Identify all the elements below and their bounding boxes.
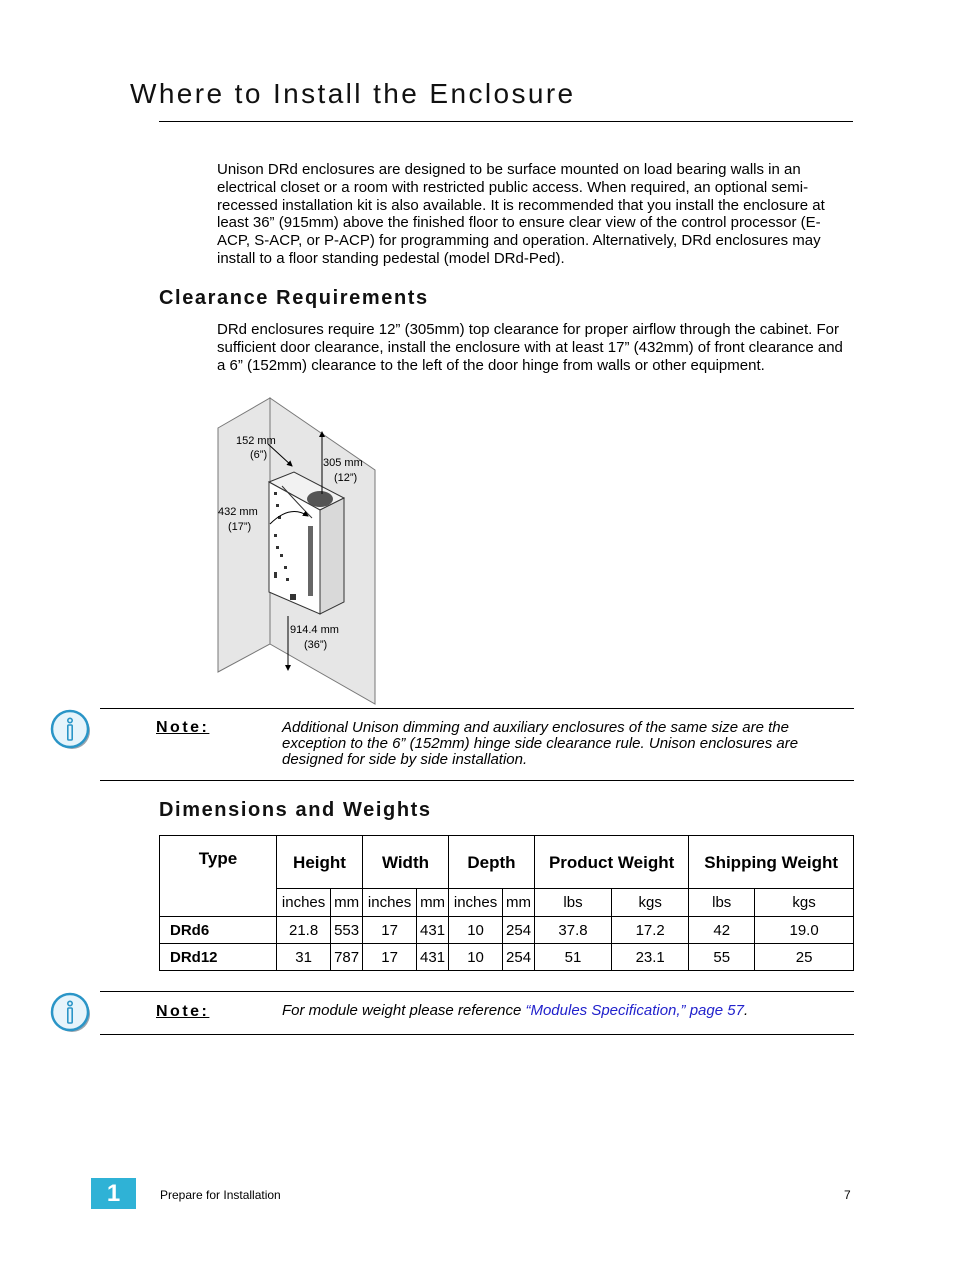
unit-cell: mm (417, 889, 449, 917)
unit-cell: inches (448, 889, 502, 917)
table-cell: 10 (448, 917, 502, 944)
note2-bottom-rule (100, 1034, 854, 1035)
clearance-heading: Clearance Requirements (159, 287, 429, 309)
label-side-in: (6”) (250, 449, 268, 461)
unit-cell: lbs (689, 889, 755, 917)
note1-label: Note: (156, 719, 210, 736)
modules-spec-link[interactable]: “Modules Specification,” page 57 (525, 1002, 744, 1019)
title-divider (159, 121, 853, 122)
note2-label: Note: (156, 1003, 210, 1020)
table-cell: 37.8 (534, 917, 611, 944)
table-cell: 254 (503, 917, 535, 944)
label-front-in: (17”) (228, 521, 252, 533)
unit-cell: mm (331, 889, 363, 917)
chapter-number-badge: 1 (91, 1178, 136, 1209)
dimensions-heading: Dimensions and Weights (159, 799, 432, 821)
unit-cell: inches (362, 889, 416, 917)
unit-cell: mm (503, 889, 535, 917)
page-title: Where to Install the Enclosure (130, 78, 576, 109)
table-cell: 17 (362, 917, 416, 944)
note2-text-after: . (743, 1002, 749, 1019)
table-cell: 254 (503, 944, 535, 971)
unit-cell: kgs (612, 889, 689, 917)
table-cell: 31 (277, 944, 331, 971)
enclosure-illustration (269, 472, 344, 614)
label-floor-mm: 914.4 mm (290, 624, 339, 636)
header-width: Width (362, 836, 448, 889)
unit-cell: kgs (755, 889, 854, 917)
header-product-weight: Product Weight (534, 836, 688, 889)
clearance-paragraph: DRd enclosures require 12” (305mm) top clearance for proper airflow through the cabinet. For sufficient door clearance, install the enclosure with at least 17” (432mm) of front clearance and a 6” (152mm) clearance to the left of the door hinge from walls or other equipment. (217, 321, 843, 374)
table-cell: 17.2 (612, 917, 689, 944)
table-cell: 19.0 (755, 917, 854, 944)
note2-text (282, 1003, 852, 1019)
table-cell: 25 (755, 944, 854, 971)
intro-paragraph: Unison DRd enclosures are designed to be surface mounted on load bearing walls in an electrical closet or a room with restricted public access. When required, an optional semi-recessed installation kit is also available. It is recommended that you install the enclosure at least 36” (915mm) above the finished floor to ensure clear view of the control processor (E-ACP, S-ACP, or P-ACP) for programming and operation. Alternatively, DRd enclosures may install to a floor standing pedestal (model DRd-Ped). (217, 161, 825, 267)
note1-text: Additional Unison dimming and auxiliary enclosures of the same size are the exception to the 6” (152mm) hinge side clearance rule. Unison enclosures are designed for side by side installation. (282, 719, 799, 768)
row-type: DRd6 (160, 917, 277, 944)
table-cell: 553 (331, 917, 363, 944)
table-cell: 51 (534, 944, 611, 971)
label-side-mm: 152 mm (236, 435, 276, 447)
table-row (160, 944, 854, 971)
table-cell: 787 (331, 944, 363, 971)
header-height: Height (277, 836, 363, 889)
label-front-mm: 432 mm (218, 506, 258, 518)
note2-top-rule (100, 991, 854, 992)
page-number: 7 (844, 1188, 851, 1202)
table-row (160, 917, 854, 944)
table-cell: 55 (689, 944, 755, 971)
table-cell: 42 (689, 917, 755, 944)
label-top-mm: 305 mm (323, 457, 363, 469)
note2-text-before: For module weight please reference (282, 1002, 526, 1019)
table-cell: 21.8 (277, 917, 331, 944)
label-floor-in: (36”) (304, 639, 328, 651)
label-top-in: (12”) (334, 472, 358, 484)
table-cell: 23.1 (612, 944, 689, 971)
info-icon (50, 709, 92, 751)
dimensions-table (159, 835, 854, 971)
note1-top-rule (100, 708, 854, 709)
table-cell: 17 (362, 944, 416, 971)
unit-cell: lbs (534, 889, 611, 917)
table-cell: 10 (448, 944, 502, 971)
table-cell: 431 (417, 944, 449, 971)
note1-bottom-rule (100, 780, 854, 781)
header-type: Type (160, 836, 277, 917)
header-depth: Depth (448, 836, 534, 889)
footer-section-title: Prepare for Installation (160, 1188, 281, 1202)
unit-cell: inches (277, 889, 331, 917)
info-icon (50, 992, 92, 1034)
table-cell: 431 (417, 917, 449, 944)
header-shipping-weight: Shipping Weight (689, 836, 854, 889)
clearance-diagram (216, 396, 378, 706)
row-type: DRd12 (160, 944, 277, 971)
